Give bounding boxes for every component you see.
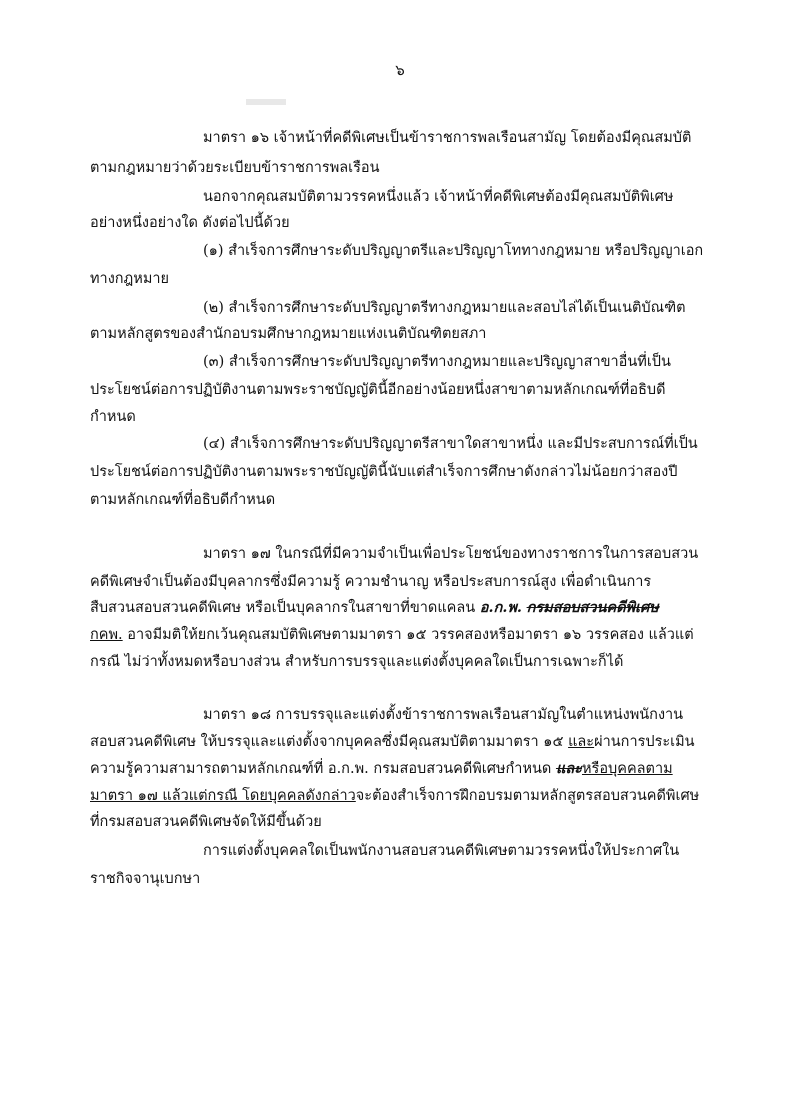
page-number: ๖: [395, 61, 405, 79]
list-item-4-cont: ตามหลักเกณฑ์ที่อธิบดีกำหนด: [90, 492, 276, 508]
paragraph-line: การแต่งตั้งบุคคลใดเป็นพนักงานสอบสวนคดีพิเศษตามวรรคหนึ่งให้ประกาศใน: [203, 843, 680, 859]
paragraph-line: [90, 598, 659, 618]
inserted-text: กคพ.: [90, 627, 123, 643]
paragraph-line: มาตรา ๑๗ ในกรณีที่มีความจำเป็นเพื่อประโยชน์ของทางราชการในการสอบสวน: [203, 546, 699, 562]
text-run: ผ่านการประเมิน: [594, 734, 695, 750]
paragraph-line: [90, 625, 694, 645]
text-run: สอบสวนคดีพิเศษ ให้บรรจุและแต่งตั้งจากบุคคลซึ่งมีคุณสมบัติตามมาตรา ๑๕: [90, 734, 569, 750]
inserted-text: มาตรา ๑๗ แล้วแต่กรณี โดยบุคคลดังกล่าว: [90, 788, 356, 804]
list-item-4: (๔) สำเร็จการศึกษาระดับปริญญาตรีสาขาใดสาขาหนึ่ง และมีประสบการณ์ที่เป็น: [203, 436, 698, 452]
amended-text: อ.ก.พ.: [479, 599, 522, 616]
struck-text: กรมสอบสวนคดีพิเศษ: [526, 599, 659, 616]
text-run: อาจมีมติให้ยกเว้นคุณสมบัติพิเศษตามมาตรา ๑๕ วรรคสองหรือมาตรา ๑๖ วรรคสอง แล้วแต่: [122, 627, 694, 643]
paragraph-line: มาตรา ๑๖ เจ้าหน้าที่คดีพิเศษเป็นข้าราชการพลเรือนสามัญ โดยต้องมีคุณสมบัติ: [203, 130, 692, 146]
text-run: จะต้องสำเร็จการฝึกอบรมตามหลักสูตรสอบสวนคดีพิเศษ: [355, 788, 700, 804]
list-item-1-cont: ทางกฎหมาย: [90, 271, 170, 287]
struck-text: และ: [555, 760, 582, 777]
paragraph-line: ที่กรมสอบสวนคดีพิเศษจัดให้มีขึ้นด้วย: [90, 814, 322, 830]
list-item-3: (๓) สำเร็จการศึกษาระดับปริญญาตรีทางกฎหมายและปริญญาสาขาอื่นที่เป็น: [203, 354, 671, 370]
paragraph-line: ราชกิจจานุเบกษา: [90, 871, 201, 887]
inserted-text: และ: [568, 734, 595, 750]
list-item-3-cont: ประโยชน์ต่อการปฏิบัติงานตามพระราชบัญญัตินี้อีกอย่างน้อยหนึ่งสาขาตามหลักเกณฑ์ที่อธิบดี: [90, 382, 666, 398]
list-item-2: (๒) สำเร็จการศึกษาระดับปริญญาตรีทางกฎหมายและสอบไล่ได้เป็นเนติบัณฑิต: [203, 300, 686, 316]
paragraph-line: คดีพิเศษจำเป็นต้องมีบุคลากรซึ่งมีความรู้ ความชำนาญ หรือประสบการณ์สูง เพื่อดำเนินการ: [90, 574, 652, 590]
paragraph-line: [90, 759, 673, 779]
list-item-1: (๑) สำเร็จการศึกษาระดับปริญญาตรีและปริญญาโททางกฎหมาย หรือปริญญาเอก: [203, 243, 704, 259]
paragraph-line: นอกจากคุณสมบัติตามวรรคหนึ่งแล้ว เจ้าหน้าที่คดีพิเศษต้องมีคุณสมบัติพิเศษ: [203, 189, 674, 205]
text-run: ความรู้ความสามารถตามหลักเกณฑ์ที่ อ.ก.พ. กรมสอบสวนคดีพิเศษกำหนด: [90, 761, 556, 777]
paragraph-line: มาตรา ๑๘ การบรรจุและแต่งตั้งข้าราชการพลเรือนสามัญในตำแหน่งพนักงาน: [203, 707, 684, 723]
scan-smudge: [246, 99, 286, 105]
list-item-4-cont: ประโยชน์ต่อการปฏิบัติงานตามพระราชบัญญัตินี้นับแต่สำเร็จการศึกษาดังกล่าวไม่น้อยกว่าสองปี: [90, 464, 678, 480]
paragraph-line: [90, 786, 699, 806]
paragraph-line: กรณี ไม่ว่าทั้งหมดหรือบางส่วน สำหรับการบรรจุและแต่งตั้งบุคคลใดเป็นการเฉพาะก็ได้: [90, 654, 624, 670]
text-run: สืบสวนสอบสวนคดีพิเศษ หรือเป็นบุคลากรในสาขาที่ขาดแคลน: [90, 600, 480, 616]
list-item-3-cont: กำหนด: [90, 409, 136, 425]
paragraph-line: ตามกฎหมายว่าด้วยระเบียบข้าราชการพลเรือน: [90, 160, 380, 176]
inserted-text: หรือบุคคลตาม: [581, 761, 673, 777]
list-item-2-cont: ตามหลักสูตรของสำนักอบรมศึกษากฎหมายแห่งเนติบัณฑิตยสภา: [90, 326, 487, 342]
paragraph-line: อย่างหนึ่งอย่างใด ดังต่อไปนี้ด้วย: [90, 215, 290, 231]
paragraph-line: [90, 732, 695, 752]
